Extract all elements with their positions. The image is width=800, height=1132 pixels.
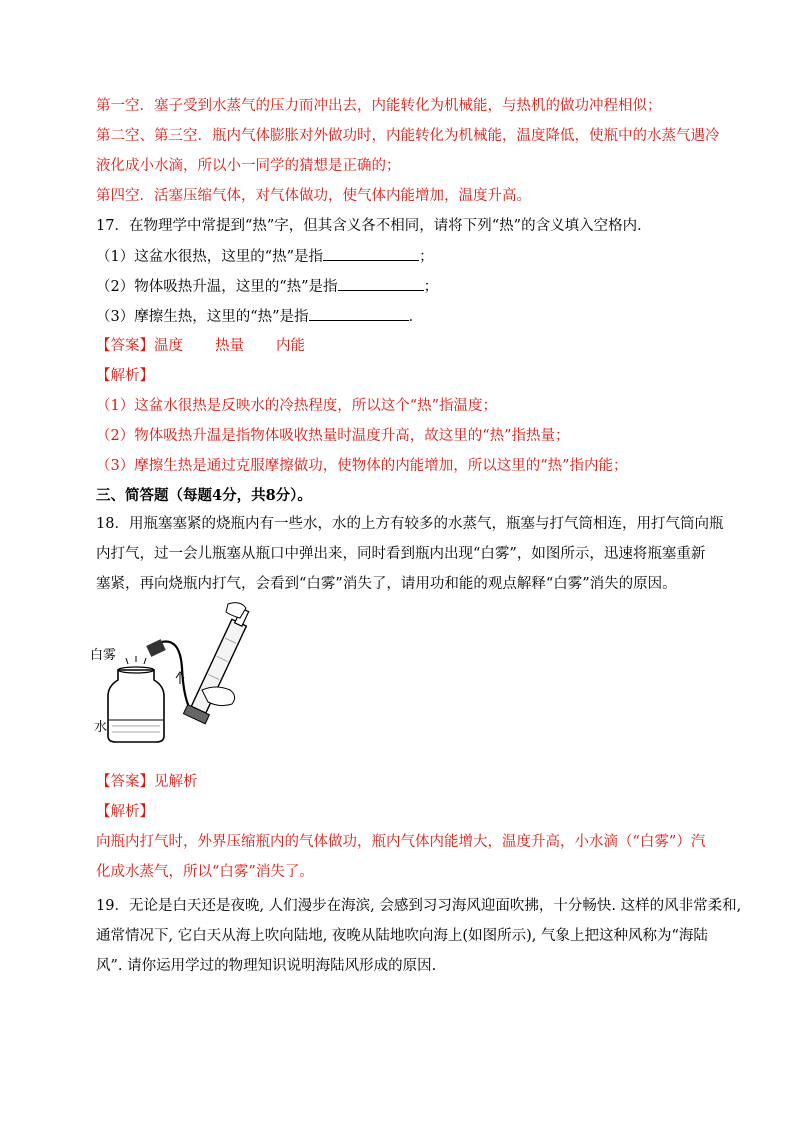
answer-blank-2 xyxy=(338,276,424,291)
q18-stem-line-1: 18．用瓶塞塞紧的烧瓶内有一些水，水的上方有较多的水蒸气，瓶塞与打气筒相连，用打气筒向瓶 xyxy=(96,516,724,532)
answer-value: 见解析 xyxy=(154,774,198,790)
answer-label: 【答案】 xyxy=(96,774,154,790)
q17-item-3-end: ． xyxy=(408,309,424,325)
q17-item-1-end: ； xyxy=(419,249,434,265)
q19-stem-line-2: 通常情况下, 它白天从海上吹向陆地, 夜晚从陆地吹向海上(如图所示), 气象上把这种风称为“海陆 xyxy=(96,928,708,944)
mist-marks xyxy=(126,656,146,664)
q16-analysis-line-1: 第一空．塞子受到水蒸气的压力而冲出去，内能转化为机械能，与热机的做功冲程相似； xyxy=(96,98,662,114)
q17-item-2 xyxy=(96,276,438,297)
q17-item-2-end: ； xyxy=(423,279,439,295)
q17-answer xyxy=(96,336,305,356)
q19-stem-line-1: 19．无论是白天还是夜晚, 人们漫步在海滨, 会感到习习海风迎面吹拂，十分畅快. 这样的风非常柔和, xyxy=(96,898,742,914)
q16-analysis-line-4: 第四空．活塞压缩气体，对气体做功，使气体内能增加，温度升高。 xyxy=(96,188,531,204)
q18-analysis-label: 【解析】 xyxy=(96,804,154,820)
q17-analysis-line-2: （2）物体吸热升温是指物体吸收热量时温度升高，故这里的“热”指热量； xyxy=(96,428,570,444)
answer-value-1: 温度 xyxy=(154,338,183,354)
q16-analysis-line-3: 液化成小水滴，所以小一同学的猜想是正确的； xyxy=(96,158,401,174)
q18-analysis-line-2: 化成水蒸气，所以“白雾”消失了。 xyxy=(96,864,314,880)
q18-stem-line-2: 内打气，过一会儿瓶塞从瓶口中弹出来，同时看到瓶内出现“白雾”，如图所示，迅速将瓶塞重新 xyxy=(96,546,706,562)
q18-analysis-line-1: 向瓶内打气时，外界压缩瓶内的气体做功，瓶内气体内能增大，温度升高，小水滴（“白雾”）汽 xyxy=(96,834,706,850)
answer-label: 【答案】 xyxy=(96,338,154,354)
q17-item-3-text: （3）摩擦生热，这里的“热”是指 xyxy=(96,309,309,325)
flask-pump-drawing xyxy=(90,598,250,746)
water-shading xyxy=(112,726,160,732)
section-heading: 三、简答题（每题4分，共8分）。 xyxy=(96,487,312,504)
q17-analysis-line-1: （1）这盆水很热是反映水的冷热程度，所以这个“热”指温度； xyxy=(96,398,498,414)
flask-body xyxy=(108,670,164,742)
q19-stem-line-3: 风”. 请你运用学过的物理知识说明海陆风形成的原因. xyxy=(96,958,437,974)
q17-stem: 17．在物理学中常提到“热”字，但其含义各不相同，请将下列“热”的含义填入空格内． xyxy=(96,218,652,234)
flask-pump-figure xyxy=(90,598,250,746)
figure-label-water: 水 xyxy=(94,720,108,735)
answer-value-2: 热量 xyxy=(215,338,244,354)
answer-blank-1 xyxy=(323,246,419,261)
q17-item-1 xyxy=(96,246,434,267)
answer-blank-3 xyxy=(309,306,409,321)
q17-analysis-label: 【解析】 xyxy=(96,368,154,384)
figure-label-mist: 白雾 xyxy=(90,648,117,663)
q18-stem-line-3: 塞紧，再向烧瓶内打气，会看到“白雾”消失了，请用功和能的观点解释“白雾”消失的原因。 xyxy=(96,576,677,592)
pump xyxy=(183,605,250,724)
q18-answer xyxy=(96,772,198,792)
q17-analysis-line-3: （3）摩擦生热是通过克服摩擦做功，使物体的内能增加，所以这里的“热”指内能； xyxy=(96,458,628,474)
q17-item-3 xyxy=(96,306,423,327)
answer-value-3: 内能 xyxy=(276,338,305,354)
q16-analysis-line-2: 第二空、第三空．瓶内气体膨胀对外做功时，内能转化为机械能，温度降低，使瓶中的水蒸气遇冷 xyxy=(96,128,720,144)
q17-item-1-text: （1）这盆水很热，这里的“热”是指 xyxy=(96,249,324,265)
q17-item-2-text: （2）物体吸热升温，这里的“热”是指 xyxy=(96,279,338,295)
